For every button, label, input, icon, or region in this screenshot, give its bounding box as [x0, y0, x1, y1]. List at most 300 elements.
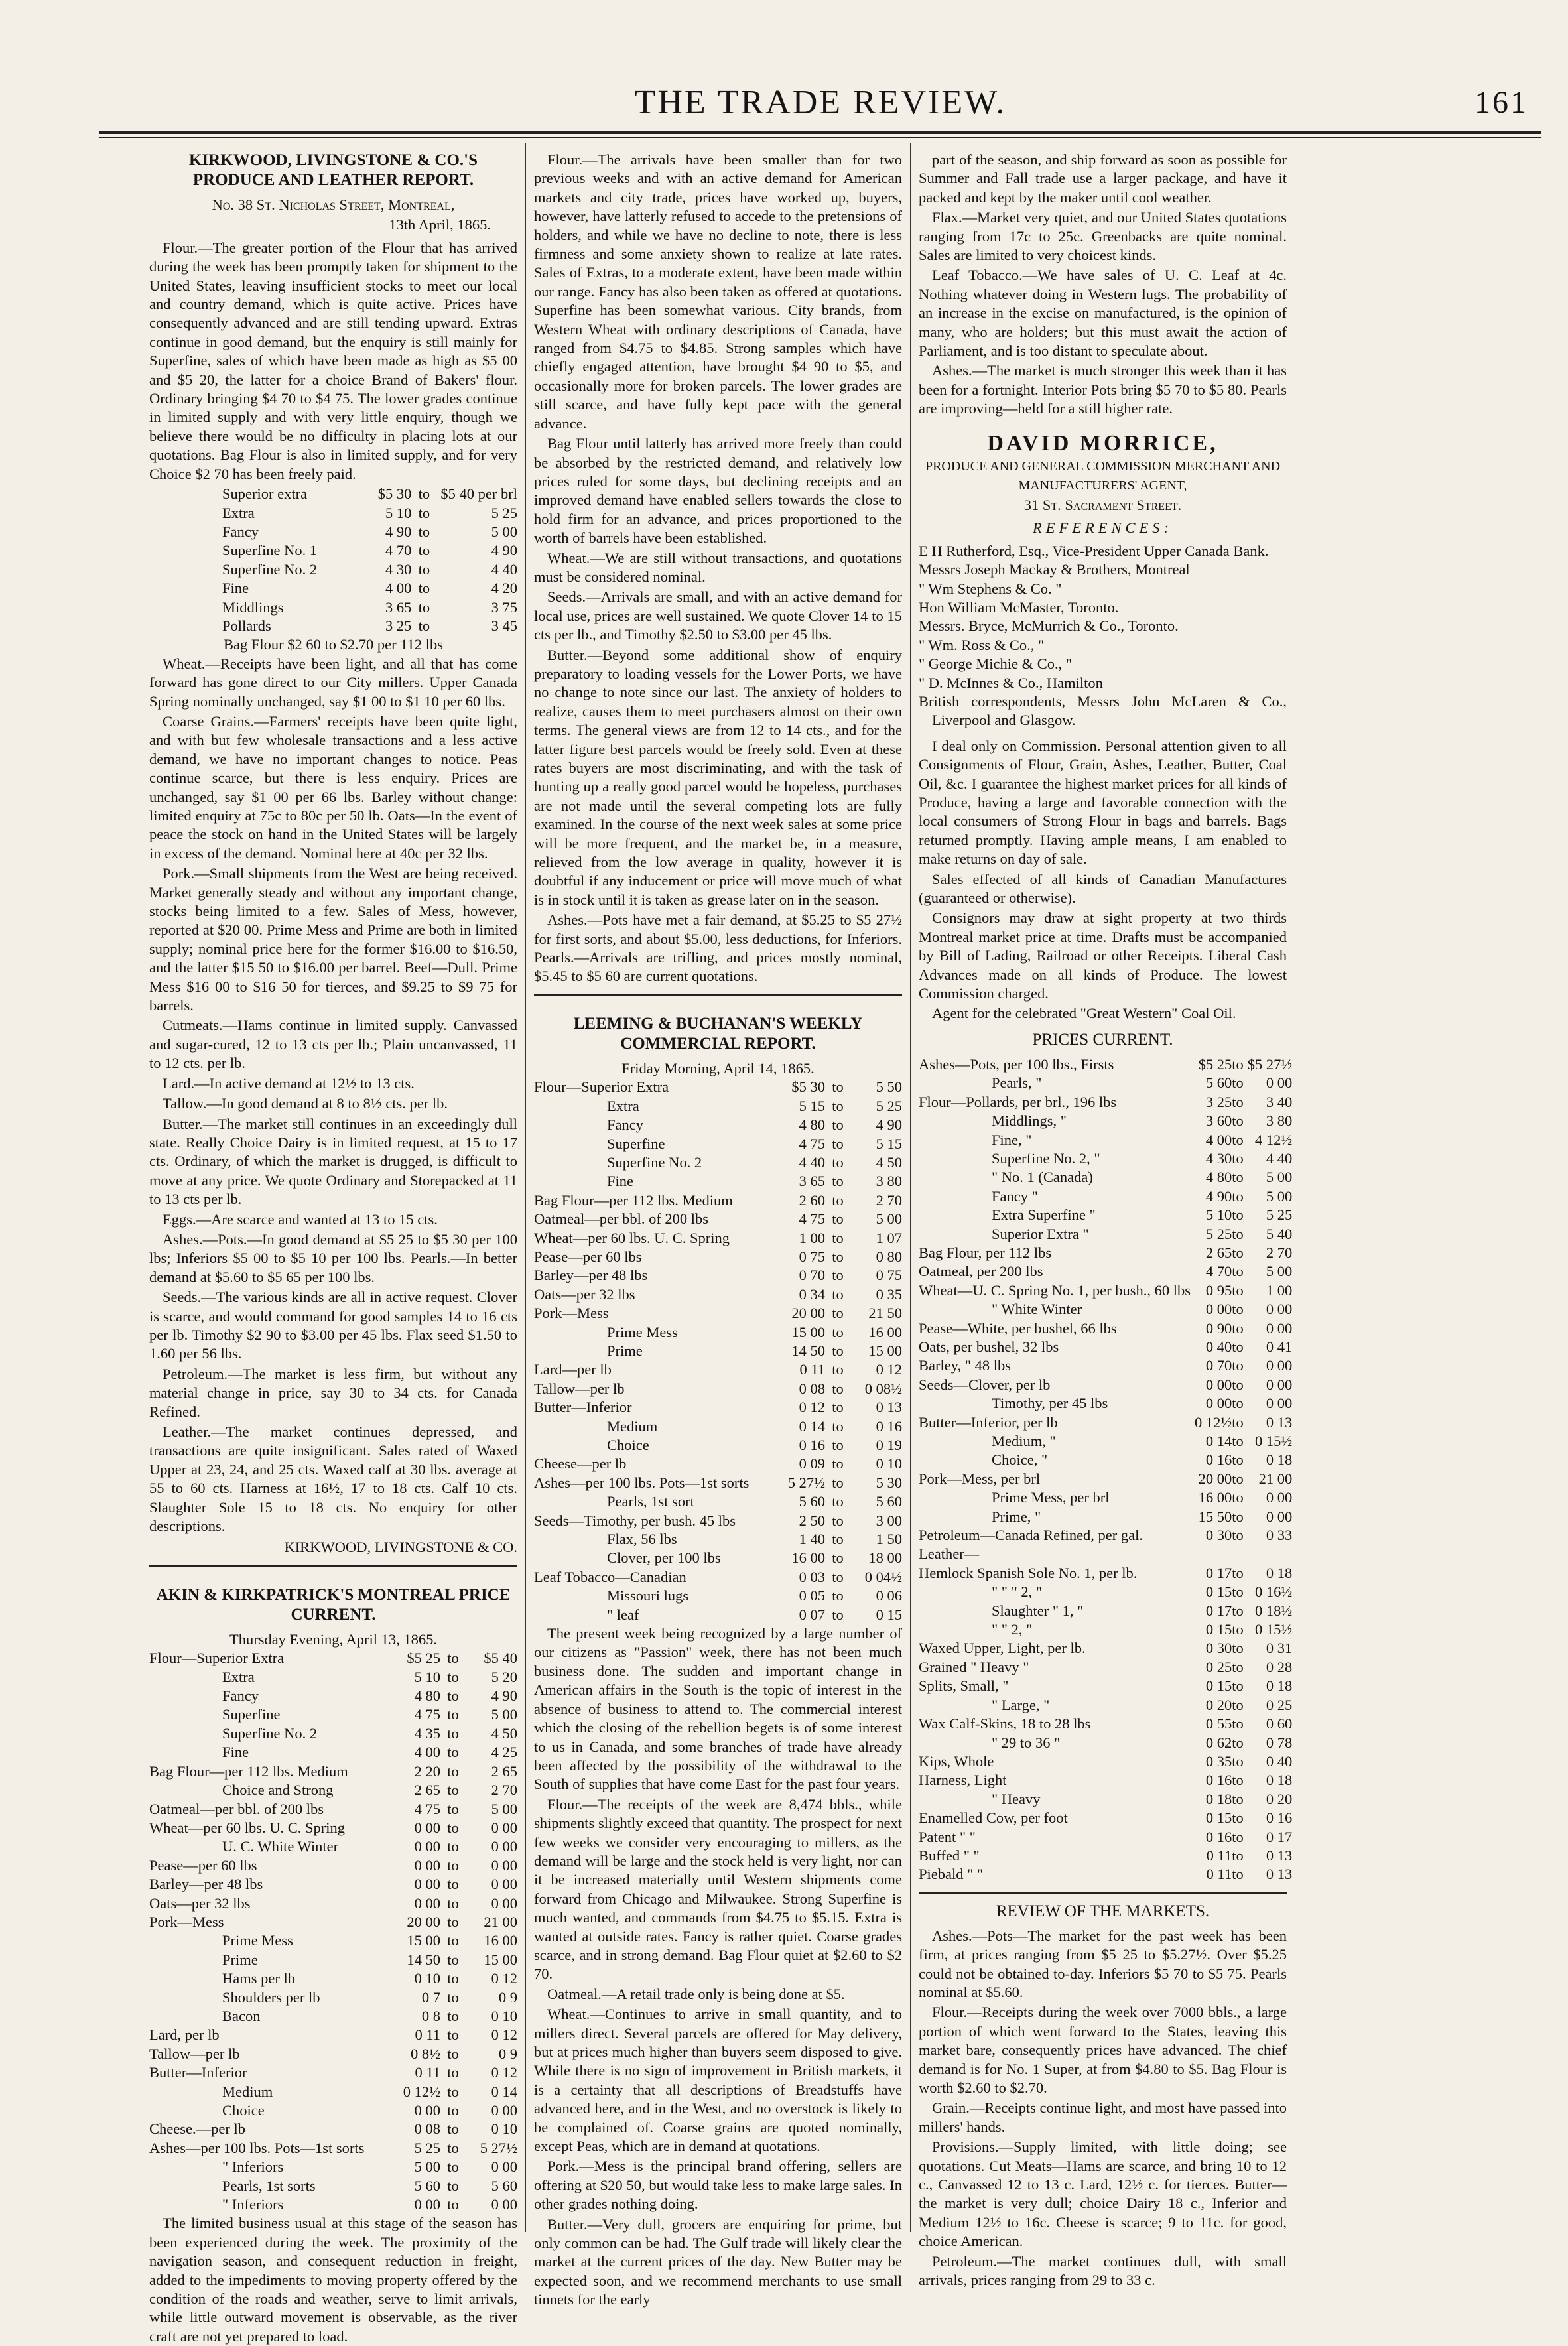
table-row [149, 1762, 517, 1781]
table-row [534, 1285, 902, 1304]
item-label: " Inferiors [222, 2158, 284, 2176]
price-high: 0 16½ [1254, 1583, 1293, 1600]
price-high: 4 50 [876, 1153, 902, 1171]
table-row [919, 1356, 1292, 1375]
item-label: Choice, " [992, 1451, 1048, 1468]
item-label: Superior extra [222, 486, 308, 503]
price-low: 5 10 [1205, 1206, 1232, 1224]
paragraph: Sales effected of all kinds of Canadian Manufactures (guaranteed or otherwise). [919, 870, 1287, 907]
price-low: 0 20 [1205, 1696, 1232, 1713]
masthead-title: THE TRADE REVIEW. [634, 84, 1007, 121]
price-low: 2 50 [799, 1512, 825, 1529]
price-low: 0 12½ [1194, 1413, 1232, 1431]
item-label: Bag Flour, per 112 lbs [919, 1244, 1052, 1261]
price-low: 4 00 [1205, 1131, 1232, 1148]
table-row [534, 1116, 902, 1134]
paragraph: Bag Flour until latterly has arrived more freely than could be absorbed by the restricted demand, and relatively low prices ruled for some days, but declining receipts and an improved demand have enabled sellers towards the close to hold firm for an advance, and prices proportioned to the worth of barrels have been established. [534, 435, 902, 547]
price-high: 4 12½ [1254, 1131, 1293, 1148]
table-row [149, 1969, 517, 1988]
price-sep: to [447, 1988, 459, 2006]
price-high: 0 13 [876, 1399, 902, 1416]
table-row [149, 1687, 517, 1705]
price-sep: to [1232, 1301, 1244, 1318]
table-row [534, 1436, 902, 1455]
table-row [919, 1206, 1292, 1224]
price-sep: to [1232, 1451, 1244, 1468]
price-sep: to [1232, 1470, 1244, 1487]
paragraph: Ashes.—Pots.—In good demand at $5 25 to $5 30 per 100 lbs; Inferiors $5 00 to $5 10 per 100 lbs. Pearls.—In better demand at $5.60 to $5 65 per 100 lbs. [149, 1230, 517, 1285]
article-date: Thursday Evening, April 13, 1865. [229, 1630, 438, 1648]
price-sep: to [832, 1455, 844, 1472]
price-sep: to [447, 2196, 459, 2213]
price-high: 5 27½ [480, 2139, 517, 2156]
item-label: " Inferiors [222, 2196, 284, 2213]
item-label: Middlings, " [992, 1112, 1067, 1130]
price-low: 0 16 [1205, 1772, 1232, 1789]
price-sep: to [832, 1116, 844, 1134]
item-label: Prime Mess [222, 1932, 293, 1949]
price-low: 0 00 [1205, 1376, 1232, 1393]
price-sep: to [1232, 1658, 1244, 1675]
price-sep: to [832, 1342, 844, 1359]
price-high: 0 00 [1266, 1301, 1293, 1318]
price-high: 0 15 [876, 1606, 902, 1623]
price-sep: to [447, 2045, 459, 2062]
price-low: 0 12½ [403, 2083, 440, 2100]
table-row [149, 1649, 517, 1667]
price-high: 0 9 [498, 1988, 517, 2006]
price-sep: to [447, 2026, 459, 2044]
price-high: 0 06 [876, 1587, 902, 1604]
price-low: 15 50 [1198, 1508, 1232, 1525]
column-1 [149, 143, 517, 2345]
price-high: 3 75 [491, 598, 517, 616]
price-low: 0 30 [1205, 1640, 1232, 1657]
table-row [919, 1149, 1292, 1168]
price-low: 0 14 [1205, 1433, 1232, 1449]
price-low: 14 50 [791, 1342, 825, 1359]
table-row [149, 541, 517, 560]
price-sep: to [1232, 1206, 1244, 1224]
price-low: 0 25 [1205, 1658, 1232, 1675]
table-row [534, 1097, 902, 1116]
item-label: Fine [222, 1744, 249, 1761]
price-low: 0 17 [1205, 1602, 1232, 1619]
price-high: 0 00 [1266, 1357, 1293, 1374]
price-low: 15 00 [791, 1323, 825, 1340]
table-row [534, 1380, 902, 1398]
price-sep: to [418, 598, 430, 616]
price-high: 0 00 [491, 1857, 517, 1874]
price-low: 3 60 [1205, 1112, 1232, 1130]
price-high: 0 08½ [864, 1380, 902, 1397]
item-label: Butter—Inferior, per lb [919, 1413, 1058, 1431]
table-row [919, 1508, 1292, 1526]
item-label: Prime Mess, per brl [992, 1489, 1110, 1506]
price-sep: to [832, 1437, 844, 1453]
price-low: 0 35 [1205, 1752, 1232, 1770]
price-sep: to [832, 1380, 844, 1397]
price-high: $5 40 per brl [440, 486, 517, 503]
price-low: 0 10 [414, 1970, 440, 1987]
item-label: Ashes—Pots, per 100 lbs., Firsts [919, 1055, 1114, 1073]
price-high: 0 13 [1266, 1847, 1293, 1864]
price-low: 0 00 [414, 1857, 440, 1874]
price-high: 0 00 [1266, 1395, 1293, 1412]
item-label: Wheat—per 60 lbs. U. C. Spring [149, 1819, 345, 1836]
price-low: 0 15 [1205, 1583, 1232, 1600]
price-sep: to [447, 1913, 459, 1930]
column-divider [525, 143, 526, 2232]
item-label: Extra Superfine " [992, 1206, 1096, 1224]
price-sep: to [832, 1512, 844, 1529]
table-row [149, 2026, 517, 2044]
item-label: Wheat—U. C. Spring No. 1, per bush., 60 lbs [919, 1281, 1191, 1299]
item-label: Buffed " " [919, 1847, 980, 1864]
price-low: 0 11 [799, 1361, 825, 1378]
item-label: Oats, per bushel, 32 lbs [919, 1338, 1059, 1355]
price-low: 0 18 [1205, 1790, 1232, 1807]
table-row [149, 2195, 517, 2214]
item-label: Pease—per 60 lbs [149, 1857, 257, 1874]
paragraph: Petroleum.—The market continues dull, with small arrivals, prices ranging from 29 to 33 c. [919, 2252, 1287, 2289]
price-high: 5 30 [876, 1474, 902, 1491]
paragraph: Seeds.—Arrivals are small, and with an active demand for local use, prices are well sustained. We quote Clover 14 to 15 cts per lb., and Timothy $2.50 to $3.00 per 45 lbs. [534, 588, 902, 643]
price-low: 3 25 [1205, 1093, 1232, 1110]
table-row [149, 560, 517, 579]
paragraph: Flour.—The greater portion of the Flour that has arrived during the week has been promptly taken for shipment to the United States, leaving insufficient stocks to meet our local and country demand, which is quite active. Prices have consequently advanced and are still tending upward. Extras continue in good demand, but the enquiry is still mainly for Superfine, sales of which have been made as high as $5 00 and $5 20, the latter for a choice Brand of Bakers' flour. Ordinary bringing $4 70 to $4 75. The lower grades continue in limited supply and with very little enquiry, though we believe there would be no difficulty in placing lots at our quotations. Bag Flour is also in limited supply, and for very Choice $2 70 has been freely paid. [149, 239, 517, 482]
table-row [919, 1564, 1292, 1583]
price-high: 4 90 [876, 1116, 902, 1134]
table-row [919, 1300, 1292, 1319]
table-row [149, 2177, 517, 2195]
item-label: Enamelled Cow, per foot [919, 1809, 1068, 1827]
paragraph: The limited business usual at this stage of the season has been experienced during the week. The proximity of the navigation season, and consequent reduction in freight, added to the impediments to moving property offered by the condition of the roads and weather, serve to limit arrivals, while little outward movement is observable, as the river craft are not yet prepared to load. [149, 2215, 517, 2345]
signature-line: KIRKWOOD, LIVINGSTONE & CO. [284, 1539, 517, 1556]
price-sep: to [447, 2158, 459, 2176]
table-row [534, 1153, 902, 1172]
price-sep: to [447, 2139, 459, 2156]
price-high: 0 31 [1266, 1640, 1293, 1657]
table-row [149, 1875, 517, 1894]
advertiser-name: DAVID MORRICE, [987, 430, 1218, 456]
item-label: Flour—Superior Extra [149, 1650, 285, 1667]
price-low: 0 00 [414, 1876, 440, 1893]
price-low: 0 00 [1205, 1301, 1232, 1318]
price-high: 0 12 [491, 2026, 517, 2044]
reference-entry: " Wm Stephens & Co. " [919, 580, 1062, 597]
paragraph: Flour.—The receipts of the week are 8,474 bbls., while shipments slightly exceed that quantity. The prospect for next few weeks we consider very encouraging to millers, as the demand will be large and the stock held is very light, nor can it be increased materially until Western shipments come forward from Chicago and Milwaukee. Strong Superfine is much wanted, and commands from $4.75 to $5.15. Extra is wanted at outside rates. Fancy is rather quiet. Coarse grades scarce, and in strong demand. Bag Flour quiet at $2.60 to $2 70. [534, 1795, 902, 1983]
price-sep: to [1232, 1395, 1244, 1412]
price-high: 1 50 [876, 1531, 902, 1548]
price-low: 0 17 [1205, 1564, 1232, 1581]
price-high: 21 00 [1258, 1470, 1293, 1487]
price-high: 2 70 [876, 1191, 902, 1208]
price-sep: to [447, 1668, 459, 1685]
article-title: LEEMING & BUCHANAN'S WEEKLY COMMERCIAL REPORT. [573, 1014, 863, 1053]
price-sep: to [832, 1568, 844, 1585]
paragraph: Grain.—Receipts continue light, and most have passed into millers' hands. [919, 2099, 1287, 2135]
table-row [534, 1549, 902, 1567]
table-row [149, 1668, 517, 1687]
price-low: 1 00 [799, 1229, 825, 1246]
table-row [149, 1988, 517, 2007]
item-label: Slaughter " 1, " [992, 1602, 1084, 1619]
leeming-price-table [534, 1078, 902, 1624]
price-sep: to [418, 486, 430, 503]
price-sep: to [447, 1650, 459, 1667]
price-sep: to [1232, 1715, 1244, 1732]
item-label: Oatmeal—per bbl. of 200 lbs [534, 1210, 709, 1228]
price-sep: to [1232, 1583, 1244, 1600]
table-row [534, 1229, 902, 1248]
price-low: 0 90 [1205, 1319, 1232, 1336]
table-row [534, 1606, 902, 1624]
price-low: 0 08 [799, 1380, 825, 1397]
paragraph: Flax.—Market very quiet, and our United States quotations ranging from 17c to 25c. Greenbacks are quite nominal. Sales are limited to very choicest kinds. [919, 209, 1287, 264]
price-low: 0 08 [414, 2120, 440, 2138]
price-sep: to [1232, 1055, 1244, 1073]
price-low: 1 40 [799, 1531, 825, 1548]
item-label: Piebald " " [919, 1866, 984, 1883]
paragraph: Seeds.—The various kinds are all in active request. Clover is scarce, and would command for good samples 14 to 16 cts per lb. Timothy $2 90 to $3.00 per 45 lbs. Flax seed $1.50 to 1.60 per 56 lbs. [149, 1289, 517, 1362]
item-label: Prime [222, 1951, 258, 1968]
item-label: Bag Flour—per 112 lbs. Medium [149, 1762, 348, 1780]
item-label: Extra [222, 504, 255, 521]
price-low: 0 7 [421, 1988, 440, 2006]
table-row [149, 2101, 517, 2120]
item-label: Pease—per 60 lbs [534, 1248, 642, 1265]
price-low: 4 30 [385, 560, 412, 578]
price-sep: to [1232, 1112, 1244, 1130]
item-label: Superior Extra " [992, 1225, 1089, 1242]
paragraph: Ashes.—The market is much stronger this week than it has been for a fortnight. Interior Pots bring $5 70 to $5 80. Pearls are improving—held for a still higher rate. [919, 362, 1287, 417]
paragraph: part of the season, and ship forward as soon as possible for Summer and Fall trade use a larger package, and have it packed and kept by the maker until cool weather. [919, 151, 1287, 206]
price-low: 4 80 [799, 1116, 825, 1134]
price-low: 0 16 [799, 1437, 825, 1453]
price-low: $5 30 [791, 1078, 825, 1096]
item-label: Lard—per lb [534, 1361, 612, 1378]
price-sep [1232, 1545, 1244, 1563]
item-label: Ashes—per 100 lbs. Pots—1st sorts [534, 1474, 750, 1491]
paragraph: I deal only on Commission. Personal attention given to all Consignments of Flour, Grain, Ashes, Leather, Butter, Coal Oil, &c. I guarantee the highest market prices for all kinds of Produce, having a large and favorable connection with the local consumers of Strong Flour in bags and barrels. Bags returned promptly. Having ample means, I am enabled to make returns on day of sale. [919, 737, 1287, 868]
item-label: Medium [607, 1417, 658, 1435]
table-row [919, 1338, 1292, 1356]
price-sep: to [447, 1876, 459, 1893]
price-high: $5 27½ [1247, 1055, 1293, 1073]
item-label: Shoulders per lb [222, 1988, 320, 2006]
table-row [149, 1913, 517, 1931]
item-label: Missouri lugs [607, 1587, 689, 1604]
price-low: 0 03 [799, 1568, 825, 1585]
item-label: Pearls, " [992, 1075, 1042, 1092]
reference-entry: " D. McInnes & Co., Hamilton [919, 674, 1103, 691]
price-high: 5 50 [876, 1078, 902, 1096]
table-row [919, 1432, 1292, 1451]
paragraph: Cutmeats.—Hams continue in limited supply. Canvassed and sugar-cured, 12 to 13 cts per lb.; Plain uncanvassed, 11 to 12 cts. per lb. [149, 1017, 517, 1072]
price-high: 0 16 [1266, 1809, 1293, 1827]
price-high: 1 00 [1266, 1281, 1293, 1299]
item-label: " No. 1 (Canada) [992, 1169, 1093, 1186]
item-label: Flax, 56 lbs [607, 1531, 677, 1548]
paragraph: Flour.—Receipts during the week over 7000 bbls., a large portion of which went forward to the States, leaving this market bare, consequently prices have advanced. The chief demand is for No. 1 Super, at from $4.80 to $5. Bag Flour is worth $2.60 to $2.70. [919, 2004, 1287, 2096]
price-low: 0 00 [414, 2102, 440, 2118]
paragraph: Oatmeal.—A retail trade only is being done at $5. [547, 1985, 845, 2002]
price-high: 0 00 [1266, 1075, 1293, 1092]
price-sep: to [832, 1606, 844, 1623]
header-rule-thin [99, 137, 1541, 138]
item-label: Superfine No. 2, " [992, 1149, 1100, 1167]
price-high: 21 50 [868, 1305, 902, 1322]
price-low: 5 25 [1205, 1225, 1232, 1242]
price-sep: to [1232, 1602, 1244, 1619]
table-row [534, 1530, 902, 1549]
item-label: Choice [607, 1437, 649, 1453]
item-label: Superfine [607, 1135, 665, 1152]
price-sep: to [447, 1706, 459, 1723]
table-row [919, 1696, 1292, 1715]
price-high: 5 25 [491, 504, 517, 521]
price-high: 0 35 [876, 1285, 902, 1303]
table-row [149, 523, 517, 541]
table-row [149, 504, 517, 523]
item-label: " Heavy [992, 1790, 1041, 1807]
price-sep: to [447, 1857, 459, 1874]
price-high: 3 80 [1266, 1112, 1293, 1130]
price-high: 16 00 [484, 1932, 517, 1949]
table-row [149, 1743, 517, 1762]
item-label: Oats—per 32 lbs [149, 1894, 251, 1912]
price-sep: to [418, 523, 430, 540]
price-sep: to [1232, 1809, 1244, 1827]
item-label: Leaf Tobacco—Canadian [534, 1568, 686, 1585]
price-high: 0 40 [1266, 1752, 1293, 1770]
price-low: 4 90 [1205, 1187, 1232, 1205]
price-sep: to [1232, 1149, 1244, 1167]
price-sep: to [447, 2064, 459, 2081]
table-row [534, 1417, 902, 1436]
item-label: Fancy [222, 1687, 259, 1705]
price-high: 0 00 [1266, 1508, 1293, 1525]
price-high: 0 25 [1266, 1696, 1293, 1713]
price-high: 0 19 [876, 1437, 902, 1453]
table-row [534, 1512, 902, 1530]
price-high: 0 00 [1266, 1489, 1293, 1506]
price-low: 4 80 [414, 1687, 440, 1705]
price-sep: to [447, 1894, 459, 1912]
article-address: No. 38 St. Nicholas Street, Montreal, [212, 196, 455, 213]
price-sep: to [832, 1248, 844, 1265]
price-sep: to [832, 1399, 844, 1416]
price-high: 5 00 [491, 1706, 517, 1723]
price-high: 4 25 [491, 1744, 517, 1761]
price-high: 0 13 [1266, 1866, 1293, 1883]
price-low: 0 16 [1205, 1828, 1232, 1845]
price-high: 5 20 [491, 1668, 517, 1685]
price-low: 4 75 [799, 1135, 825, 1152]
item-label: Lard, per lb [149, 2026, 220, 2044]
price-high: 5 00 [1266, 1187, 1293, 1205]
price-sep: to [447, 1951, 459, 1968]
table-row [149, 1951, 517, 1969]
price-sep: to [447, 2177, 459, 2194]
price-high: 0 12 [876, 1361, 902, 1378]
price-high: 0 00 [491, 1838, 517, 1855]
price-high: $5 40 [484, 1650, 517, 1667]
price-low: 0 15 [1205, 1677, 1232, 1695]
table-row [149, 617, 517, 635]
price-sep: to [1232, 1752, 1244, 1770]
price-low: 4 70 [385, 542, 412, 559]
price-low: 20 00 [1198, 1470, 1232, 1487]
price-low: 16 00 [791, 1549, 825, 1567]
item-label: Ashes—per 100 lbs. Pots—1st sorts [149, 2139, 365, 2156]
reference-entry: " George Michie & Co., " [919, 655, 1073, 673]
price-sep: to [1232, 1433, 1244, 1449]
paragraph: Butter.—The market still continues in an exceedingly dull state. Really Choice Dairy is in limited request, at 15 to 17 cts. Ordinary, of which the market is drugged, is difficult to move at any price. We quote Ordinary and Storepacked at 11 to 13 cts per lb. [149, 1115, 517, 1208]
item-label: Superfine No. 2 [222, 1725, 318, 1742]
price-high: 3 80 [876, 1173, 902, 1190]
price-sep: to [1232, 1169, 1244, 1186]
price-low: 20 00 [791, 1305, 825, 1322]
table-row [919, 1470, 1292, 1488]
price-low: 5 25 [414, 2139, 440, 2156]
paragraph: Ashes.—Pots—The market for the past week has been firm, at prices ranging from $5 25 to $5.27½. Over $5.25 could not be obtained to-day. Inferiors $5 70 to $5 75. Pearls nominal at $5.60. [919, 1927, 1287, 2000]
table-row [919, 1602, 1292, 1620]
table-row [534, 1191, 902, 1210]
price-sep: to [447, 1838, 459, 1855]
price-high: 15 00 [868, 1342, 902, 1359]
table-row [149, 598, 517, 617]
price-high: 0 18 [1266, 1451, 1293, 1468]
price-sep: to [1232, 1281, 1244, 1299]
price-sep: to [832, 1474, 844, 1491]
price-low: 15 00 [407, 1932, 440, 1949]
table-row [149, 1857, 517, 1875]
price-low: 4 40 [799, 1153, 825, 1171]
price-sep: to [1232, 1640, 1244, 1657]
price-low: 0 34 [799, 1285, 825, 1303]
price-low: 5 60 [414, 2177, 440, 2194]
table-row [534, 1568, 902, 1587]
item-label: " leaf [607, 1606, 639, 1623]
table-row [149, 2083, 517, 2101]
price-high: 0 00 [491, 2158, 517, 2176]
column-2 [534, 143, 902, 2308]
item-label: Butter—Inferior [149, 2064, 247, 2081]
price-high: 0 18 [1266, 1677, 1293, 1695]
table-row [919, 1112, 1292, 1130]
item-label: Wax Calf-Skins, 18 to 28 lbs [919, 1715, 1091, 1732]
table-row [919, 1677, 1292, 1695]
price-high: 0 33 [1266, 1527, 1293, 1544]
reference-entry: Messrs Joseph Mackay & Brothers, Montreal [919, 561, 1190, 578]
item-label: Tallow—per lb [534, 1380, 625, 1397]
price-sep: to [447, 1782, 459, 1799]
price-sep: to [832, 1210, 844, 1228]
reference-entry: Hon William McMaster, Toronto. [919, 598, 1119, 616]
table-row [919, 1658, 1292, 1677]
price-high: 16 00 [868, 1323, 902, 1340]
paragraph: The present week being recognized by a large number of our citizens as "Passion" week, there has not been much business done. The sudden and important change in American affairs in the South is the topic of interest in the absence of business to attend to. The commercial interest which the closing of the rebellion begets is of some interest to us in Canada, and some branches of trade have already been affected by the possibility of the withdrawal to the South of supplies that have come East for the past four years. [534, 1625, 902, 1793]
item-label: Grained " Heavy " [919, 1658, 1029, 1675]
table-row [149, 2045, 517, 2063]
price-sep: to [1232, 1621, 1244, 1638]
price-sep: to [1232, 1527, 1244, 1544]
price-low: 3 25 [385, 617, 412, 634]
price-high: 0 00 [491, 1876, 517, 1893]
table-row [534, 1587, 902, 1605]
